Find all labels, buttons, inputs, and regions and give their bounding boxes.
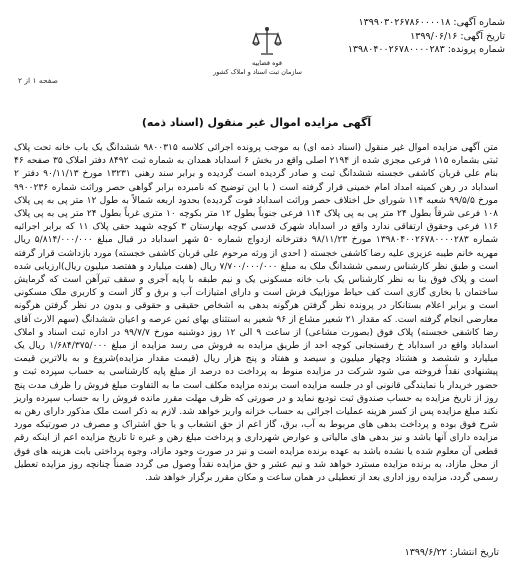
notice-meta (348, 16, 505, 57)
file-number: شماره پرونده: ۱۳۹۸۰۴۰۰۲۶۷۸۰۰۰۰۲۸۳ (347, 44, 505, 55)
judiciary-name: قوه قضاییه (252, 59, 282, 67)
notice-body: متن آگهی مزایده اموال غیر منقول (اسناد ذمه ای) به موجب پرونده اجرائی کلاسه ۹۸۰۰۳۱۵ ششدانگ یک باب خانه تحت پلاک ثبتی بشماره ۱۱۵ فرعی مجزی شده از ۲۱۹۴ اصلی واقع در بخش ۶ اسداباد همدان به شماره ثبت ۸۴۹۲ دفتر املاک ۳۵ صفحه ۴۶ بنام علی قربان کاشفی خجسته ششدانگ ثبت و صادر گردیده است گردیده و برابر سند رهنی ۱۳۲۳۱ مورخ ۹۰/۱۱/۱۳ دفتر ۲ اسداباد در رهن کمیته امداد امام خمینی قرار گرفته است ( با این توضیح که نامبرده برابر گواهی حصر وراثت شماره ۹۹۰۰۲۳۶ مورخ ۹۹/۵/۵ شعبه ۱۱۴ شورای حل اختلاف حصر وراثت اسداباد فوت گردیده) بحدود اربعه شمالاً به طول ۱۲ متر پی به پی پلاک ۱۰۸ فرعی شرقاً بطول ۲۴ متر پی به پی پلاک ۱۱۴ فرعی جنوباً بطول ۱۲ متر بکوچه ۱۰ متری غرباً بطول ۲۴ متر پی به پی پلاک ۱۱۶ فرعی وحقوق ارتفاقی ندارد واقع در اسداباد شهرک قدسی کوچه بهارستان ۳ کوچه شهید حقی پلاک ۱۱ که برابر اجرائیه شماره ۱۳۹۸۰۴۰۰۲۶۷۸۰۰۰۰۲۸۳ مورخ ۹۸/۱۱/۲۳ دفترخانه ازدواج شماره ۵۰ شهر اسداباد در قبال مبلغ ۵/۸۱۴/۰۰۰/۰۰۰ ریال مهریه خانم طیبه عزیزی علیه رضا کاشفی خجسته ( احدی از ورثه مرحوم علی قربان کاشفی خجسته) مورد بازداشت قرار گرفته است و طبق نظر کارشناس رسمی ششدانگ ملک به مبلغ ۷/۷۰۰/۰۰۰/۰۰۰ ریال (هفت میلیارد و هفتصد میلیون ریال)ارزیابی شده است و پلاک فوق بنا به نظر کارشناس یک باب خانه مسکونی یک و نیم طبقه با پایه آجری و سقف تیرآهن است که گرمایش ساختمان با بخاری گازی است کف حیاط موزاییک فرش است و دارای امتیازات آب و برق و گاز است و کاربری ملک مسکونی است و برابر اعلام بستانکار در پرونده نظر گرفتن هرگونه بدهی به اشخاص حقیقی و حقوقی و بدون در نظر گرفتن هرگونه معارضی انجام گرفته است. که مقدار ۲۱ شعیر مشاع از ۹۶ شعیر به استثنای بهای ثمن عرصه و اعیان ششدانگ (سهم الارث آقای رضا کاشفی خجسته) پلاک فوق (بصورت مشاعی) از ساعت ۹ الی ۱۲ روز دوشنبه مورخ ۹۹/۷/۷ در اداره ثبت اسناد و املاک اسداباد واقع در اسداباد خ رفسنجانی کوچه احد از طریق مزایده به فروش می رسد مزایده از مبلغ ۱/۶۸۴/۳۷۵/۰۰۰ ریال یک میلیارد و ششصد و هشتاد وچهار میلیون و سیصد و هفتاد و پنج هزار ریال (قیمت مقدار مزایده)شروع و به بالاترین قیمت پیشنهادی نقداً فروخته می شود شرکت در مزایده منوط به پرداخت ده درصد از مبلغ پایه کارشناسی به حساب سپرده ثبت و حضور خریدار با نمایندگی قانونی او در جلسه مزایده است برنده مزایده مکلف است ما به التفاوت مبلغ فروش را ظرف مدت پنج روز از تاریخ مزایده به حساب صندوق ثبت تودیع نماید و در صورتی که ظرف مهلت مقرر مانده فروش را به حساب سپرده واریز نکند مبلغ مزایده پس از کسر هزینه عملیات اجرائی به حساب خزانه واریز خواهد شد. لازم به ذکر است ملک مذکور دارای رهن به شرح فوق بوده و پرداخت بدهی های مربوط به آب، برق، گاز اعم از حق انشعاب و یا حق اشتراک و مصرف در صورتیکه مورد مزایده دارای آنها باشد و نیز بدهی های مالیاتی و عوارض شهرداری و پرداخت مبلغ رهن و غیره تا تاریخ مزایده اعم از اینکه رقم قطعی آن معلوم شده یا نشده باشد به عهده برنده مزایده است و نیز در صورت وجود مازاد، وجوه پرداختی بابت هزینه های فوق از محل مازاد، به برنده مزایده مسترد خواهد شد و نیم عشر و حق مزایده نقداً وصول می گردد ضمناً چنانچه روز مزایده تعطیل رسمی گردد، مزایده روز اداری بعد از تعطیلی در همان ساعت و مکان مقرر برگزار خواهد شد. (14, 143, 499, 484)
notice-date: تاریخ آگهی: ۱۳۹۹/۰۶/۱۶ (410, 30, 505, 42)
publish-date: تاریخ انتشار: ۱۳۹۹/۶/۲۲ (404, 547, 499, 558)
justice-scales-icon (252, 26, 282, 58)
page-number: صفحه ۱ از ۲ (18, 76, 58, 85)
registration-org-name: سازمان ثبت اسناد و املاک کشور (213, 68, 302, 76)
notice-title: آگهی مزایده اموال غیر منقول (اسناد ذمه) (141, 116, 372, 129)
notice-header (0, 6, 513, 98)
notice-number: شماره آگهی: ۱۳۹۹۰۳۰۲۶۷۸۶۰۰۰۰۱۸ (358, 17, 505, 28)
org-emblem (213, 26, 302, 76)
